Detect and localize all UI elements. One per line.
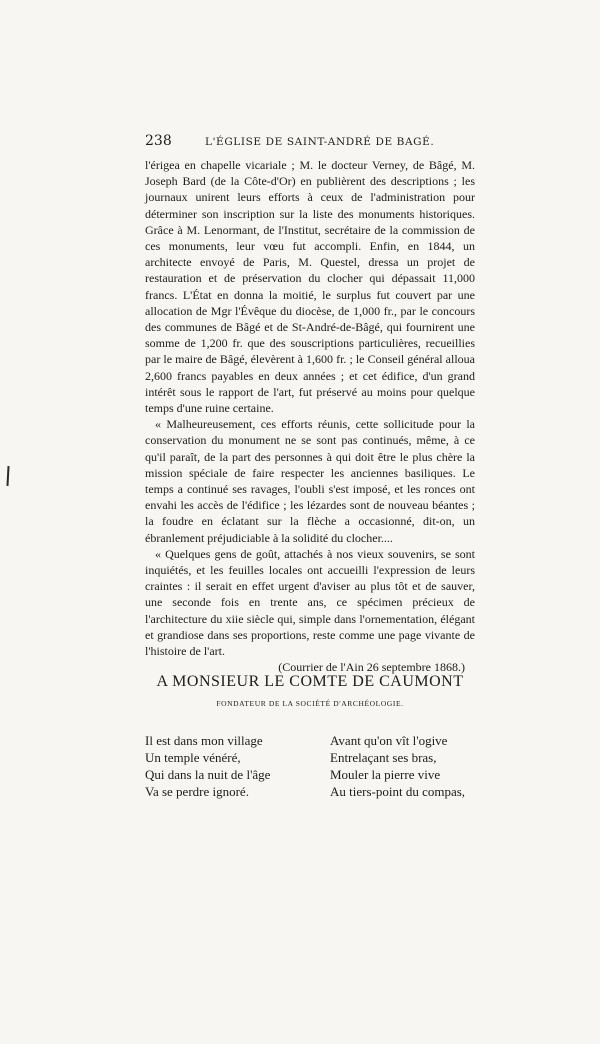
verse-line: Il est dans mon village (145, 733, 263, 748)
prose-body (145, 157, 475, 676)
page-number: 238 (145, 133, 172, 149)
poem-subtitle: FONDATEUR DE LA SOCIÉTÉ D'ARCHÉOLOGIE. (216, 699, 404, 708)
page-header (145, 133, 475, 149)
verse-line: Au tiers-point du compas, (330, 784, 466, 799)
verse-line: Un temple vénéré, (145, 750, 241, 765)
paragraph-1: l'érigea en chapelle vicariale ; M. le docteur Verney, de Bâgé, M. Joseph Bard (de la Côte-d'Or) en publièrent des descriptions ; les journaux unirent leurs efforts à ceux de l'administration pour déterminer son inscription sur la liste des monuments historiques. Grâce à M. Lenormant, de l'Institut, secrétaire de la commission de ces monuments, leur vœu fut accompli. Enfin, en 1844, un architecte envoyé de Paris, M. Questel, dressa un projet de restauration et de préservation du clocher qui dépassait 11,000 francs. L'État en donna la moitié, le surplus fut couvert par une allocation de Mgr l'Évêque du diocèse, de 1,000 fr., par le concours des communes de Bâgé et de St-André-de-Bâgé, qui fournirent une somme de 1,200 fr. que des souscriptions particulières, recueillies par le maire de Bâgé, élevèrent à 1,600 fr. ; le Conseil général alloua 2,600 francs payables en deux années ; et cet édifice, d'un grand intérêt sous le rapport de l'art, fut préservé au moins pour quelque temps d'une ruine certaine. (145, 158, 475, 416)
running-head: L'ÉGLISE DE SAINT-ANDRÉ DE BAGÉ. (205, 136, 435, 148)
verse-line: Entrelaçant ses bras, (330, 750, 437, 765)
citation: (Courrier de l'Ain 26 septembre 1868.) (278, 660, 465, 675)
verse-line: Avant qu'on vît l'ogive (330, 733, 448, 748)
stanza-right (330, 732, 465, 800)
verse-line: Qui dans la nuit de l'âge (145, 767, 271, 782)
paragraph-2: « Malheureusement, ces efforts réunis, cette sollicitude pour la conservation du monument ne se sont pas continués, même, à ce qu'il paraît, de la part des personnes à qui doit être le plus chère la mission spéciale de faire respecter les anciennes basiliques. Le temps a continué ses ravages, l'oubli s'est imposé, et les ronces ont envahi les accès de l'édifice ; les lézardes sont de nouveau béantes ; la foudre en éclatant sur la flèche a occasionné, dit-on, un ébranlement préjudiciable à la solidité du clocher.... (145, 417, 475, 545)
margin-ink-mark (6, 466, 9, 486)
verse-line: Va se perdre ignoré. (145, 784, 249, 799)
poem-title: A MONSIEUR LE COMTE DE CAUMONT (156, 673, 464, 690)
verse-line: Mouler la pierre vive (330, 767, 441, 782)
stanza-left (145, 732, 270, 800)
paragraph-3: « Quelques gens de goût, attachés à nos vieux souvenirs, se sont inquiétés, et les feuilles locales ont accueilli l'expression de leurs craintes : il serait en effet urgent d'aviser au plus tôt et de sauver, une seconde fois en trente ans, ce spécimen précieux de l'architecture du xiie siècle qui, simple dans l'ornementation, élégant et grandiose dans ses proportions, reste comme une page vivante de l'histoire de l'art. (145, 546, 475, 659)
